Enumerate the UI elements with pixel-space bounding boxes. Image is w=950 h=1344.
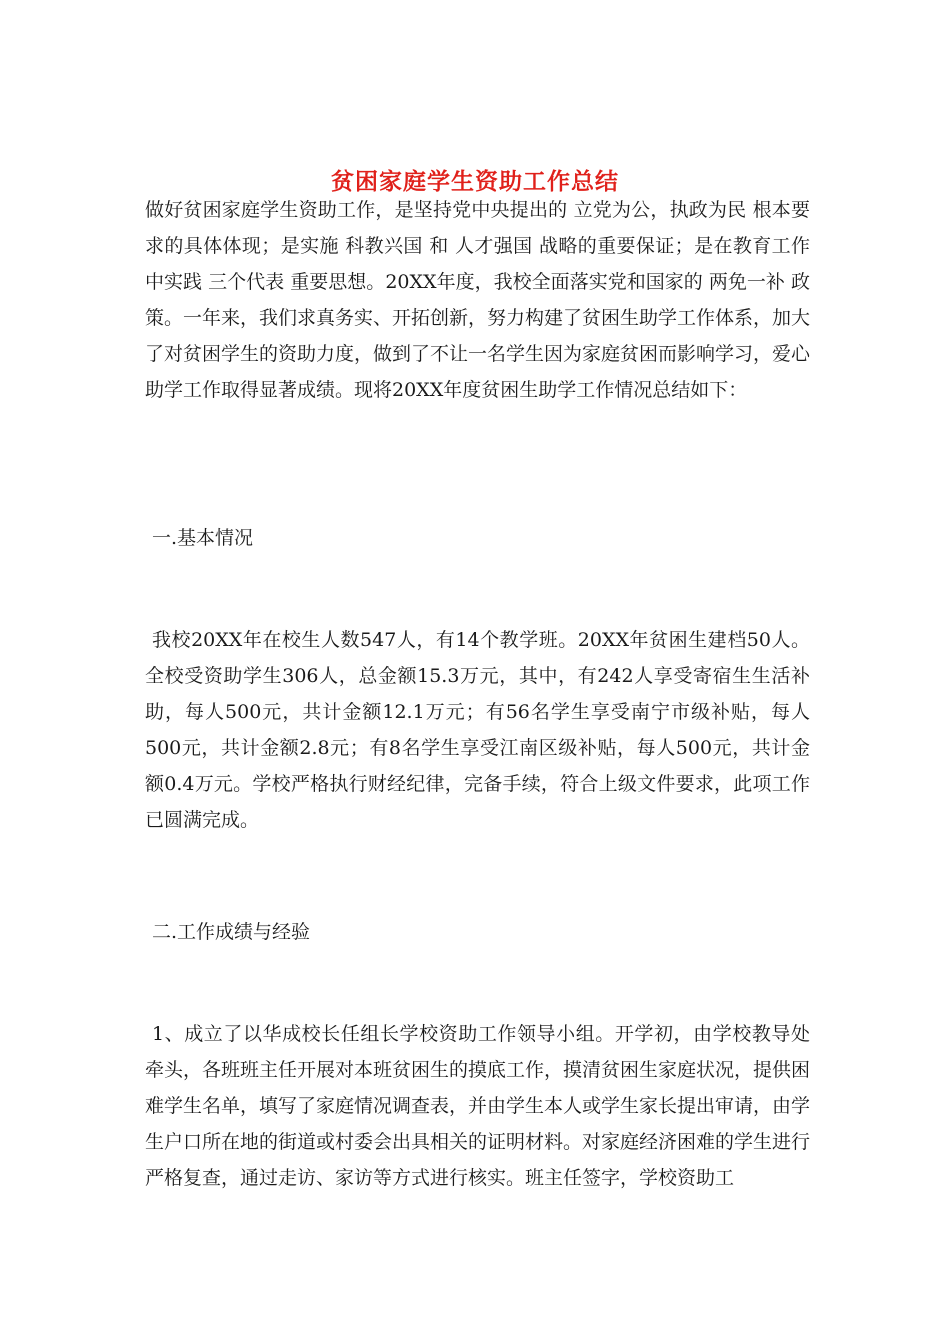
section-two-item-1: 1、成立了以华成校长任组长学校资助工作领导小组。开学初，由学校教导处牵头，各班班主任开展对本班贫困生的摸底工作，摸清贫困生家庭状况，提供困难学生名单，填写了家庭情况调查表，并由学生本人或学生家长提出审请，由学生户口所在地的街道或村委会出具相关的证明材料。对家庭经济困难的学生进行严格复查，通过走访、家访等方式进行核实。班主任签字，学校资助工 xyxy=(145,1023,811,1189)
section-one-heading: 一.基本情况 xyxy=(152,527,254,549)
section-two-heading: 二.工作成绩与经验 xyxy=(152,921,311,943)
document-title: 贫困家庭学生资助工作总结 xyxy=(331,168,619,196)
intro-paragraph: 做好贫困家庭学生资助工作，是坚持党中央提出的 立党为公，执政为民 根本要求的具体体现；是实施 科教兴国 和 人才强国 战略的重要保证；是在教育工作中实践 三个代表 重要思想。20XX年度，我校全面落实党和国家的 两免一补 政策。一年来，我们求真务实、开拓创新，努力构建了贫困生助学工作体系，加大了对贫困学生的资助力度，做到了不让一名学生因为家庭贫困而影响学习，爱心助学工作取得显著成绩。现将20XX年度贫困生助学工作情况总结如下： xyxy=(145,199,811,401)
section-one-paragraph: 我校20XX年在校生人数547人，有14个教学班。20XX年贫困生建档50人。全校受资助学生306人，总金额15.3万元，其中，有242人享受寄宿生生活补助，每人500元，共计金额12.1万元；有56名学生享受南宁市级补贴，每人500元，共计金额2.8元；有8名学生享受江南区级补贴，每人500元，共计金额0.4万元。学校严格执行财经纪律，完备手续，符合上级文件要求，此项工作已圆满完成。 xyxy=(145,629,810,831)
